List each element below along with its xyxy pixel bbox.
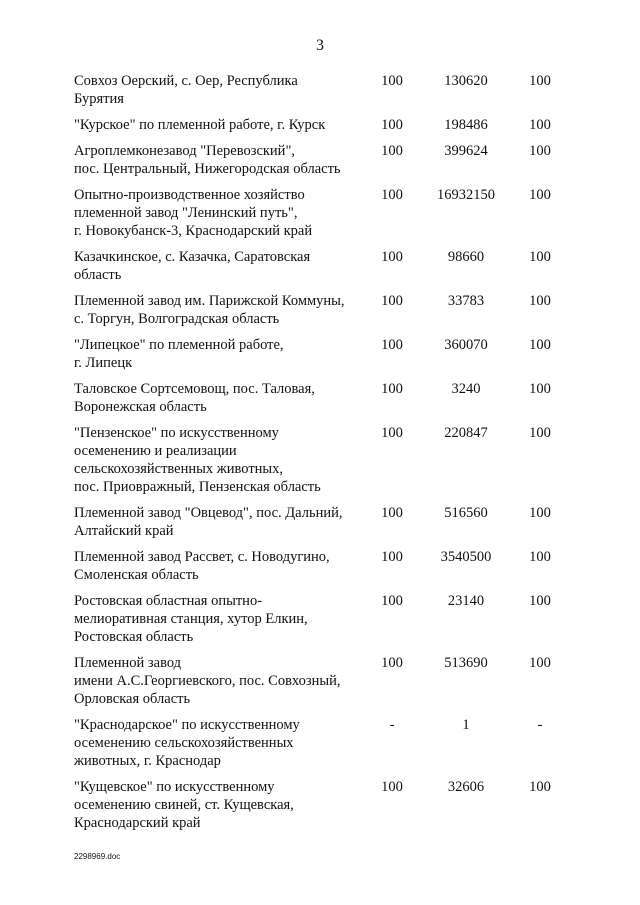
share2-value: 100 bbox=[529, 73, 551, 89]
table-row bbox=[0, 292, 640, 328]
table-row bbox=[0, 116, 640, 134]
table-row bbox=[0, 72, 640, 108]
share2-value: 100 bbox=[529, 293, 551, 309]
share2-value: 100 bbox=[529, 425, 551, 441]
table-row bbox=[0, 716, 640, 770]
share2-value: 100 bbox=[529, 549, 551, 565]
enterprise-name: "Пензенское" по искусственному осеменению и реализации сельскохозяйственных животных, пос. Приовражный, Пензенская область bbox=[74, 425, 321, 495]
enterprise-name: Племенной завод Рассвет, с. Новодугино, Смоленская область bbox=[74, 549, 330, 583]
table-row bbox=[0, 504, 640, 540]
table-row bbox=[0, 248, 640, 284]
share2-value: 100 bbox=[529, 779, 551, 795]
count-value: 220847 bbox=[444, 425, 488, 441]
count-value: 1 bbox=[462, 717, 470, 733]
count-value: 33783 bbox=[447, 293, 485, 309]
enterprise-name: "Курское" по племенной работе, г. Курск bbox=[74, 117, 326, 133]
count-value: 513690 bbox=[444, 655, 488, 671]
page-number: 3 bbox=[316, 37, 324, 54]
table-row bbox=[0, 186, 640, 240]
share-value: 100 bbox=[381, 505, 403, 521]
share2-value: 100 bbox=[529, 655, 551, 671]
share2-value: 100 bbox=[529, 117, 551, 133]
share-value: 100 bbox=[381, 779, 403, 795]
count-value: 98660 bbox=[447, 249, 485, 265]
table-row bbox=[0, 380, 640, 416]
table-row bbox=[0, 654, 640, 708]
share2-value: 100 bbox=[529, 381, 551, 397]
share-value: 100 bbox=[381, 73, 403, 89]
enterprise-name: Ростовская областная опытно- мелиоративная станция, хутор Елкин, Ростовская область bbox=[74, 593, 308, 645]
share2-value: 100 bbox=[529, 593, 551, 609]
share-value: 100 bbox=[381, 593, 403, 609]
enterprise-name: Совхоз Оерский, с. Оер, Республика Бурятия bbox=[74, 73, 298, 107]
share2-value: 100 bbox=[529, 187, 551, 203]
share2-value: 100 bbox=[529, 505, 551, 521]
enterprise-name: Казачкинское, с. Казачка, Саратовская область bbox=[74, 249, 311, 283]
table-row bbox=[0, 142, 640, 178]
share-value: 100 bbox=[381, 549, 403, 565]
count-value: 130620 bbox=[444, 73, 488, 89]
count-value: 198486 bbox=[444, 117, 488, 133]
share2-value: 100 bbox=[529, 143, 551, 159]
enterprise-name: "Краснодарское" по искусственному осеменению сельскохозяйственных животных, г. Краснодар bbox=[74, 717, 300, 769]
share-value: 100 bbox=[381, 293, 403, 309]
share2-value: 100 bbox=[529, 249, 551, 265]
document-filename: 2298969.doc bbox=[74, 852, 121, 861]
share-value: 100 bbox=[381, 655, 403, 671]
enterprise-table bbox=[0, 72, 640, 840]
share-value: 100 bbox=[381, 187, 403, 203]
count-value: 399624 bbox=[444, 143, 488, 159]
count-value: 3240 bbox=[451, 381, 481, 397]
share2-value: 100 bbox=[529, 337, 551, 353]
enterprise-name: "Кущевское" по искусственному осеменению свиней, ст. Кущевская, Краснодарский край bbox=[74, 779, 294, 831]
table-row bbox=[0, 424, 640, 496]
share-value: - bbox=[389, 717, 395, 733]
table-row bbox=[0, 592, 640, 646]
enterprise-name: Племенной завод имени А.С.Георгиевского, пос. Совхозный, Орловская область bbox=[74, 655, 341, 707]
enterprise-name: Опытно-производственное хозяйство племенной завод "Ленинский путь", г. Новокубанск-3, Краснодарский край bbox=[74, 187, 313, 239]
enterprise-name: Племенной завод "Овцевод", пос. Дальний, Алтайский край bbox=[74, 505, 343, 539]
count-value: 23140 bbox=[447, 593, 485, 609]
share-value: 100 bbox=[381, 143, 403, 159]
share-value: 100 bbox=[381, 425, 403, 441]
share-value: 100 bbox=[381, 337, 403, 353]
share-value: 100 bbox=[381, 249, 403, 265]
share2-value: - bbox=[537, 717, 543, 733]
table-row bbox=[0, 778, 640, 832]
table-row bbox=[0, 548, 640, 584]
enterprise-name: Агроплемконезавод "Перевозский", пос. Центральный, Нижегородская область bbox=[74, 143, 341, 177]
count-value: 3540500 bbox=[440, 549, 492, 565]
table-row bbox=[0, 336, 640, 372]
share-value: 100 bbox=[381, 117, 403, 133]
share-value: 100 bbox=[381, 381, 403, 397]
enterprise-name: Племенной завод им. Парижской Коммуны, с. Торгун, Волгоградская область bbox=[74, 293, 345, 327]
count-value: 32606 bbox=[447, 779, 485, 795]
count-value: 516560 bbox=[444, 505, 488, 521]
enterprise-name: Таловское Сортсемовощ, пос. Таловая, Воронежская область bbox=[74, 381, 315, 415]
count-value: 16932150 bbox=[437, 187, 495, 203]
enterprise-name: "Липецкое" по племенной работе, г. Липецк bbox=[74, 337, 284, 371]
count-value: 360070 bbox=[444, 337, 488, 353]
